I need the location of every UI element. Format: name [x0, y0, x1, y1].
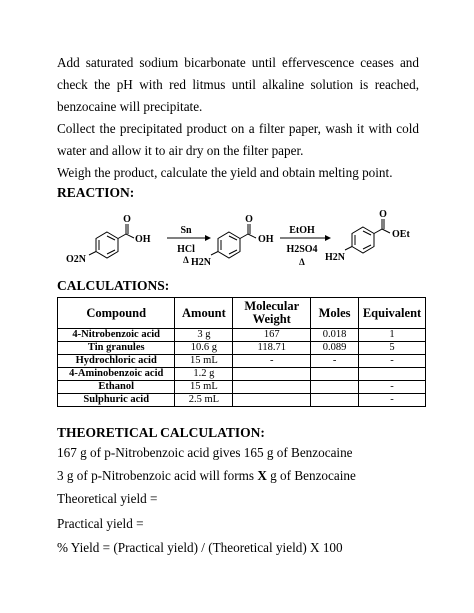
column-header: Moles [311, 298, 359, 329]
amount-cell: 2.5 mL [175, 394, 233, 407]
reactant-no2-label: O2N [66, 254, 86, 265]
unknown-x-variable: X [257, 468, 267, 483]
moles-cell [311, 381, 359, 394]
table-row [58, 329, 426, 342]
table-row [58, 355, 426, 368]
compound-cell: Tin granules [58, 342, 175, 355]
theoretical-line-2-text: 3 g of p-Nitrobenzoic acid will forms [57, 468, 258, 483]
instruction-paragraph-3: Weigh the product, calculate the yield and obtain melting point. [57, 165, 393, 180]
reaction-heading: REACTION: [57, 185, 135, 200]
molecular-weight-cell [233, 381, 311, 394]
amount-cell: 15 mL [175, 355, 233, 368]
equivalent-cell: - [359, 355, 426, 368]
step1-heat-icon: Δ [183, 255, 189, 265]
table-row [58, 342, 426, 355]
moles-cell: 0.018 [311, 329, 359, 342]
theoretical-line-2 [57, 468, 356, 484]
practical-yield-line: Practical yield = [57, 516, 144, 531]
molecular-weight-cell: 167 [233, 329, 311, 342]
theoretical-calculation-heading: THEORETICAL CALCULATION: [57, 425, 265, 440]
reaction-scheme [55, 207, 420, 275]
compound-cell: Ethanol [58, 381, 175, 394]
intermediate-carbonyl-o: O [245, 214, 253, 225]
step2-heat-icon: Δ [299, 257, 305, 267]
molecular-weight-cell [233, 368, 311, 381]
compound-cell: Hydrochloric acid [58, 355, 175, 368]
step1-reagent-hcl: HCl [177, 244, 195, 255]
equivalent-cell [359, 368, 426, 381]
column-header: Equivalent [359, 298, 426, 329]
amount-cell: 10.6 g [175, 342, 233, 355]
amount-cell: 3 g [175, 329, 233, 342]
molecular-weight-cell: - [233, 355, 311, 368]
product-nh2-label: H2N [325, 252, 345, 263]
equivalent-cell: - [359, 394, 426, 407]
step2-reagent-h2so4: H2SO4 [286, 244, 318, 255]
table-header-row [58, 298, 426, 329]
moles-cell [311, 394, 359, 407]
moles-cell [311, 368, 359, 381]
molecular-weight-cell [233, 394, 311, 407]
amount-cell: 15 mL [175, 381, 233, 394]
amount-cell: 1.2 g [175, 368, 233, 381]
calculations-heading: CALCULATIONS: [57, 278, 170, 293]
compound-cell: 4-Aminobenzoic acid [58, 368, 175, 381]
column-header: Amount [175, 298, 233, 329]
instruction-paragraph-2: Collect the precipitated product on a filter paper, wash it with cold water and allow it to air dry on the filter paper. [57, 121, 419, 158]
column-header: Molecular Weight [233, 298, 311, 329]
theoretical-line-1: 167 g of p-Nitrobenzoic acid gives 165 g of Benzocaine [57, 445, 353, 460]
product-carbonyl-o: O [379, 209, 387, 220]
theoretical-line-2-end: g of Benzocaine [266, 468, 356, 483]
column-header: Compound [58, 298, 175, 329]
moles-cell: 0.089 [311, 342, 359, 355]
compound-cell: 4-Nitrobenzoic acid [58, 329, 175, 342]
molecular-weight-cell: 118.71 [233, 342, 311, 355]
calculations-table [57, 297, 426, 407]
theoretical-yield-line: Theoretical yield = [57, 491, 158, 506]
equivalent-cell: - [359, 381, 426, 394]
table-row [58, 368, 426, 381]
intermediate-nh2-label: H2N [191, 257, 211, 268]
table-row [58, 394, 426, 407]
percent-yield-line: % Yield = (Practical yield) / (Theoretical yield) X 100 [57, 540, 343, 555]
product-oet-label: OEt [392, 229, 410, 240]
reactant-carbonyl-o: O [123, 214, 131, 225]
equivalent-cell: 1 [359, 329, 426, 342]
moles-cell: - [311, 355, 359, 368]
reactant-oh-label: OH [135, 234, 151, 245]
table-row [58, 381, 426, 394]
equivalent-cell: 5 [359, 342, 426, 355]
instruction-paragraph-1: Add saturated sodium bicarbonate until effervescence ceases and check the pH with red litmus until alkaline solution is reached, benzocaine will precipitate. [57, 55, 419, 114]
step2-reagent-etoh: EtOH [289, 225, 315, 236]
compound-cell: Sulphuric acid [58, 394, 175, 407]
intermediate-oh-label: OH [258, 234, 274, 245]
step1-reagent-sn: Sn [180, 225, 192, 236]
